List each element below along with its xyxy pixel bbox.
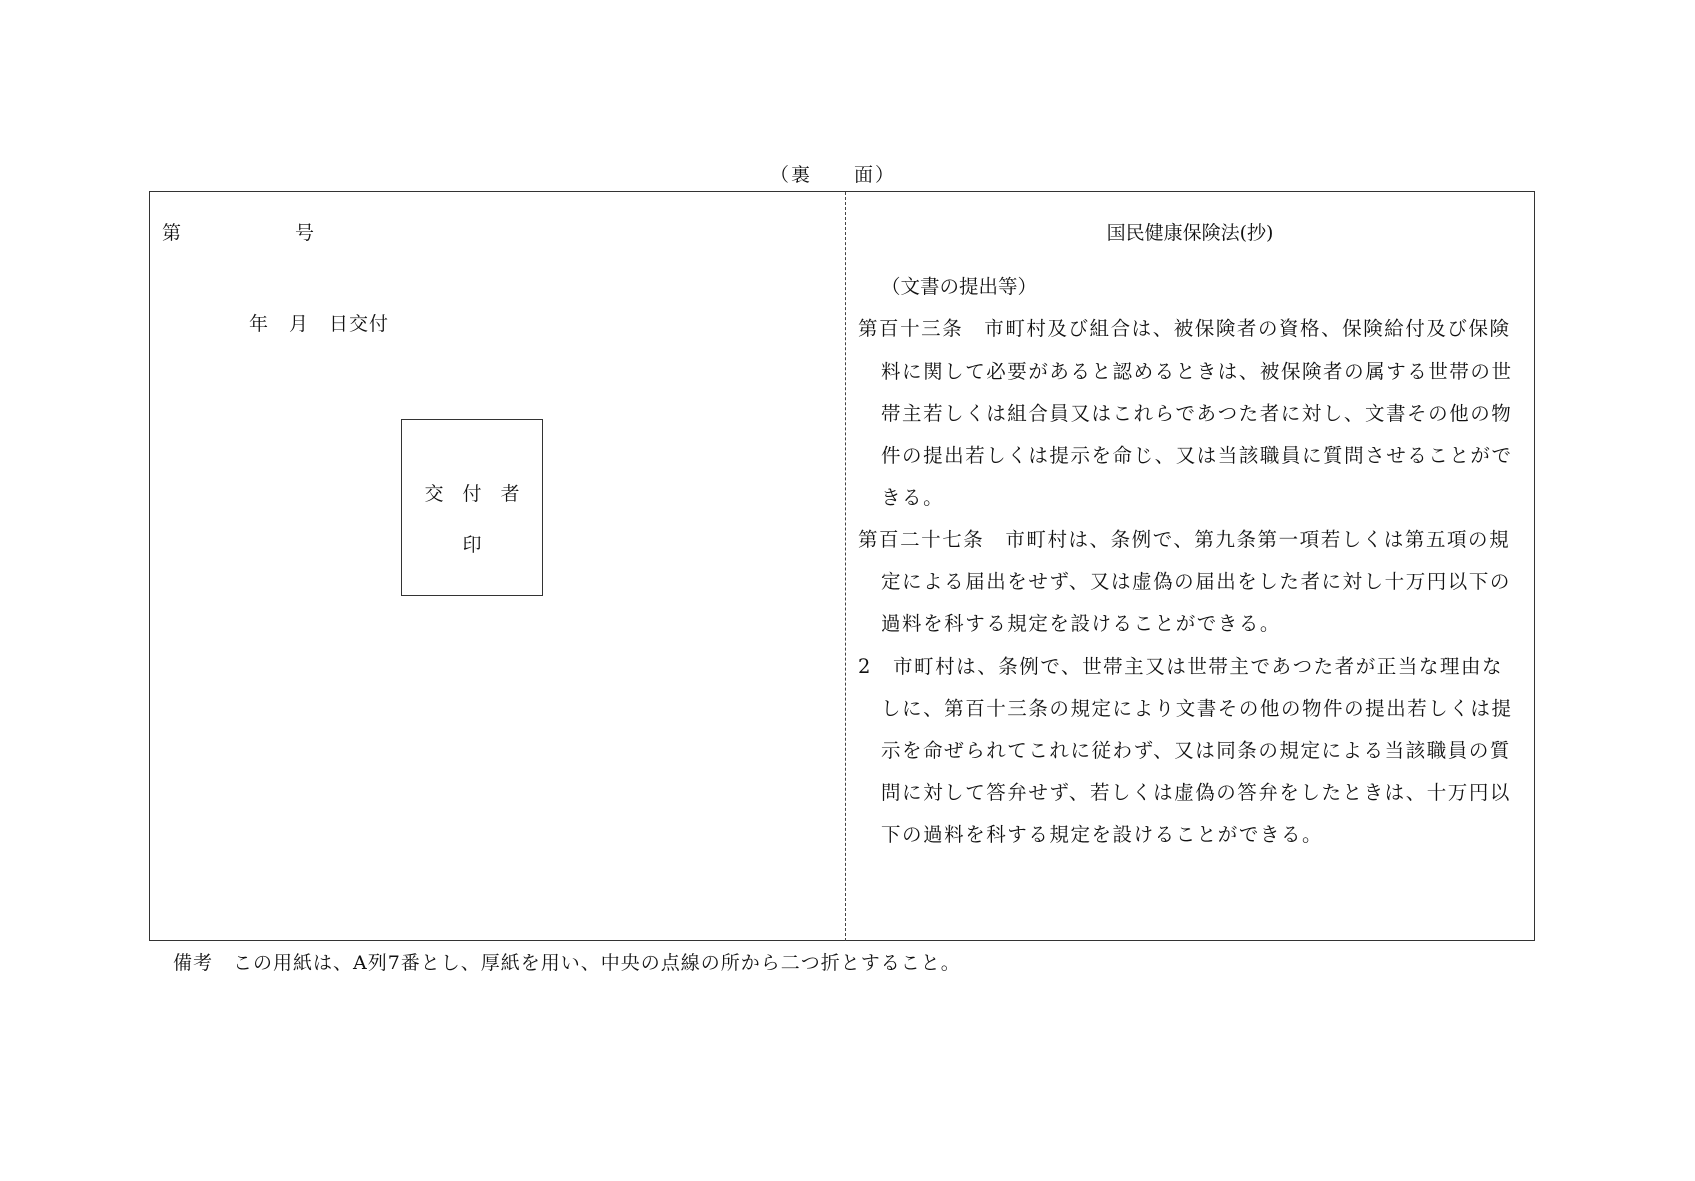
law-text-line: 件の提出若しくは提示を命じ、又は当該職員に質問させることがで [881, 444, 1513, 467]
remarks-note: 備考 この用紙は、A列7番とし、厚紙を用い、中央の点線の所から二つ折とすること。 [173, 952, 961, 974]
law-text-line: 示を命ぜられてこれに従わず、又は同条の規定による当該職員の質 [881, 739, 1511, 762]
issuer-seal-box [401, 419, 543, 596]
fold-line [845, 192, 846, 941]
law-text-line: 下の過料を科する規定を設けることができる。 [881, 823, 1324, 846]
issuer-label: 交 付 者 [424, 483, 520, 505]
law-title: 国民健康保険法(抄) [1106, 222, 1274, 244]
law-text-line: 過料を科する規定を設けることができる。 [881, 612, 1281, 635]
law-text-line: 第百二十七条 市町村は、条例で、第九条第一項若しくは第五項の規 [858, 528, 1511, 551]
number-prefix: 第 [162, 222, 182, 244]
number-suffix: 号 [295, 222, 315, 244]
issue-date: 年 月 日交付 [249, 313, 390, 335]
law-text-line: 2 市町村は、条例で、世帯主又は世帯主であつた者が正当な理由な [858, 655, 1504, 678]
law-text-line: 料に関して必要があると認めるときは、被保険者の属する世帯の世 [881, 360, 1513, 383]
law-text-line: （文書の提出等） [881, 275, 1038, 298]
law-text-line: 問に対して答弁せず、若しくは虚偽の答弁をしたときは、十万円以 [881, 781, 1511, 804]
page-title: （裏 面） [769, 164, 896, 186]
law-text-line: きる。 [881, 486, 945, 509]
law-text-line: 定による届出をせず、又は虚偽の届出をした者に対し十万円以下の [881, 570, 1511, 593]
law-text-line: しに、第百十三条の規定により文書その他の物件の提出若しくは提 [881, 697, 1513, 720]
law-text-line: 第百十三条 市町村及び組合は、被保険者の資格、保険給付及び保険 [858, 317, 1511, 340]
law-text-line: 帯主若しくは組合員又はこれらであつた者に対し、文書その他の物 [881, 402, 1513, 425]
seal-label: 印 [462, 534, 482, 556]
